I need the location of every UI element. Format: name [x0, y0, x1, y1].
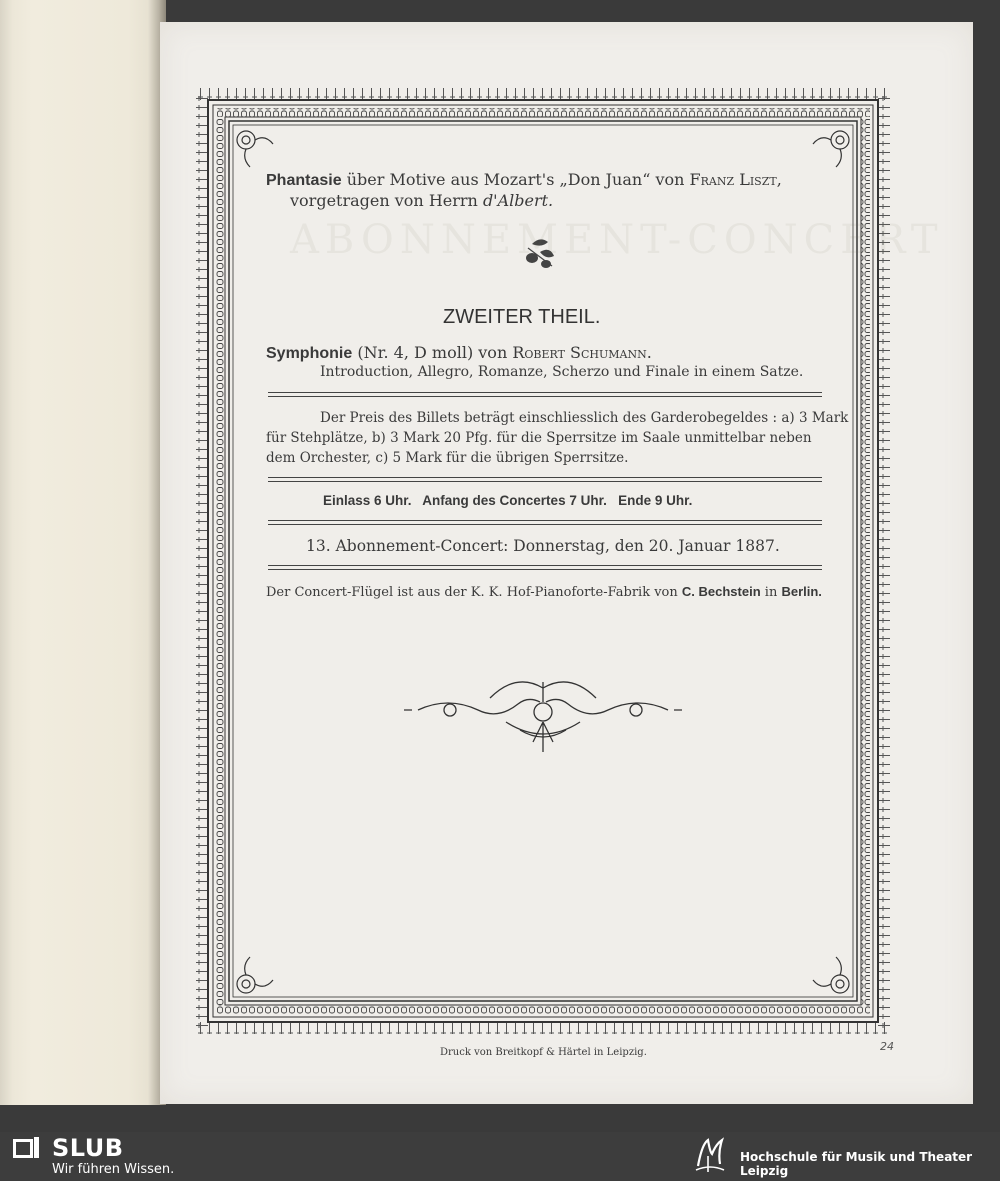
concert-times: Einlass 6 Uhr. Anfang des Concertes 7 Uhr. Ende 9 Uhr. — [323, 493, 693, 508]
institution-name[interactable]: Hochschule für Musik und Theater Leipzig — [740, 1150, 973, 1178]
symphonie-line — [266, 343, 652, 363]
phantasie-performer: d'Albert. — [482, 191, 554, 210]
book-logo-icon — [12, 1136, 40, 1160]
printer-imprint: Druck von Breitkopf & Härtel in Leipzig. — [440, 1047, 647, 1058]
corner-ornament-top-left — [237, 131, 273, 167]
piano-note — [266, 584, 822, 600]
divider-rule-2 — [268, 477, 822, 478]
phantasie-text: über Motive aus Mozart's „Don Juan“ von — [346, 170, 685, 189]
symphonie-lead: Symphonie — [266, 345, 353, 362]
section-title: ZWEITER THEIL. — [443, 306, 601, 328]
corner-ornament-bottom-right — [813, 957, 849, 993]
price-line-2: für Stehplätze, b) 3 Mark 20 Pfg. für die Sperrsitze im Saale unmittelbar neben — [266, 430, 812, 446]
symphonie-text: (Nr. 4, D moll) von — [357, 343, 508, 362]
piano-maker: C. Bechstein — [681, 584, 761, 599]
phantasie-line — [266, 170, 782, 190]
corner-ornament-top-right — [813, 131, 849, 167]
phantasie-lead: Phantasie — [266, 172, 342, 189]
previous-page-edge — [0, 0, 160, 1105]
bleed-through-text: ABONNEMENT-CONCERT — [290, 217, 944, 263]
document-page — [160, 22, 973, 1104]
price-line-3: dem Orchester, c) 5 Mark für die übrigen Sperrsitze. — [266, 450, 629, 466]
divider-rule-1 — [268, 392, 822, 393]
piano-city: Berlin. — [781, 584, 822, 599]
divider-rule-3 — [268, 520, 822, 521]
piano-mid: in — [764, 585, 778, 600]
symphonie-composer: Robert Schumann. — [512, 343, 652, 362]
next-concert: 13. Abonnement-Concert: Donnerstag, den 20. Januar 1887. — [306, 537, 780, 555]
corner-ornament-bottom-left — [237, 957, 273, 993]
library-name[interactable]: SLUB — [52, 1134, 124, 1162]
phantasie-composer: Franz Liszt, — [689, 170, 782, 189]
hmt-logo-icon — [692, 1134, 728, 1176]
phantasie-performer-prefix: vorgetragen von Herrn — [290, 191, 478, 210]
ornament-flourish — [404, 682, 682, 752]
library-tagline: Wir führen Wissen. — [52, 1162, 175, 1177]
piano-prefix: Der Concert-Flügel ist aus der K. K. Hof-Pianoforte-Fabrik von — [266, 585, 678, 600]
price-line-1: Der Preis des Billets beträgt einschliesslich des Garderobegeldes : a) 3 Mark — [320, 410, 849, 426]
page-number: 24 — [880, 1040, 894, 1053]
symphonie-movements: Introduction, Allegro, Romanze, Scherzo und Finale in einem Satze. — [320, 364, 804, 380]
phantasie-line-2 — [290, 191, 553, 210]
divider-rule-4 — [268, 565, 822, 566]
